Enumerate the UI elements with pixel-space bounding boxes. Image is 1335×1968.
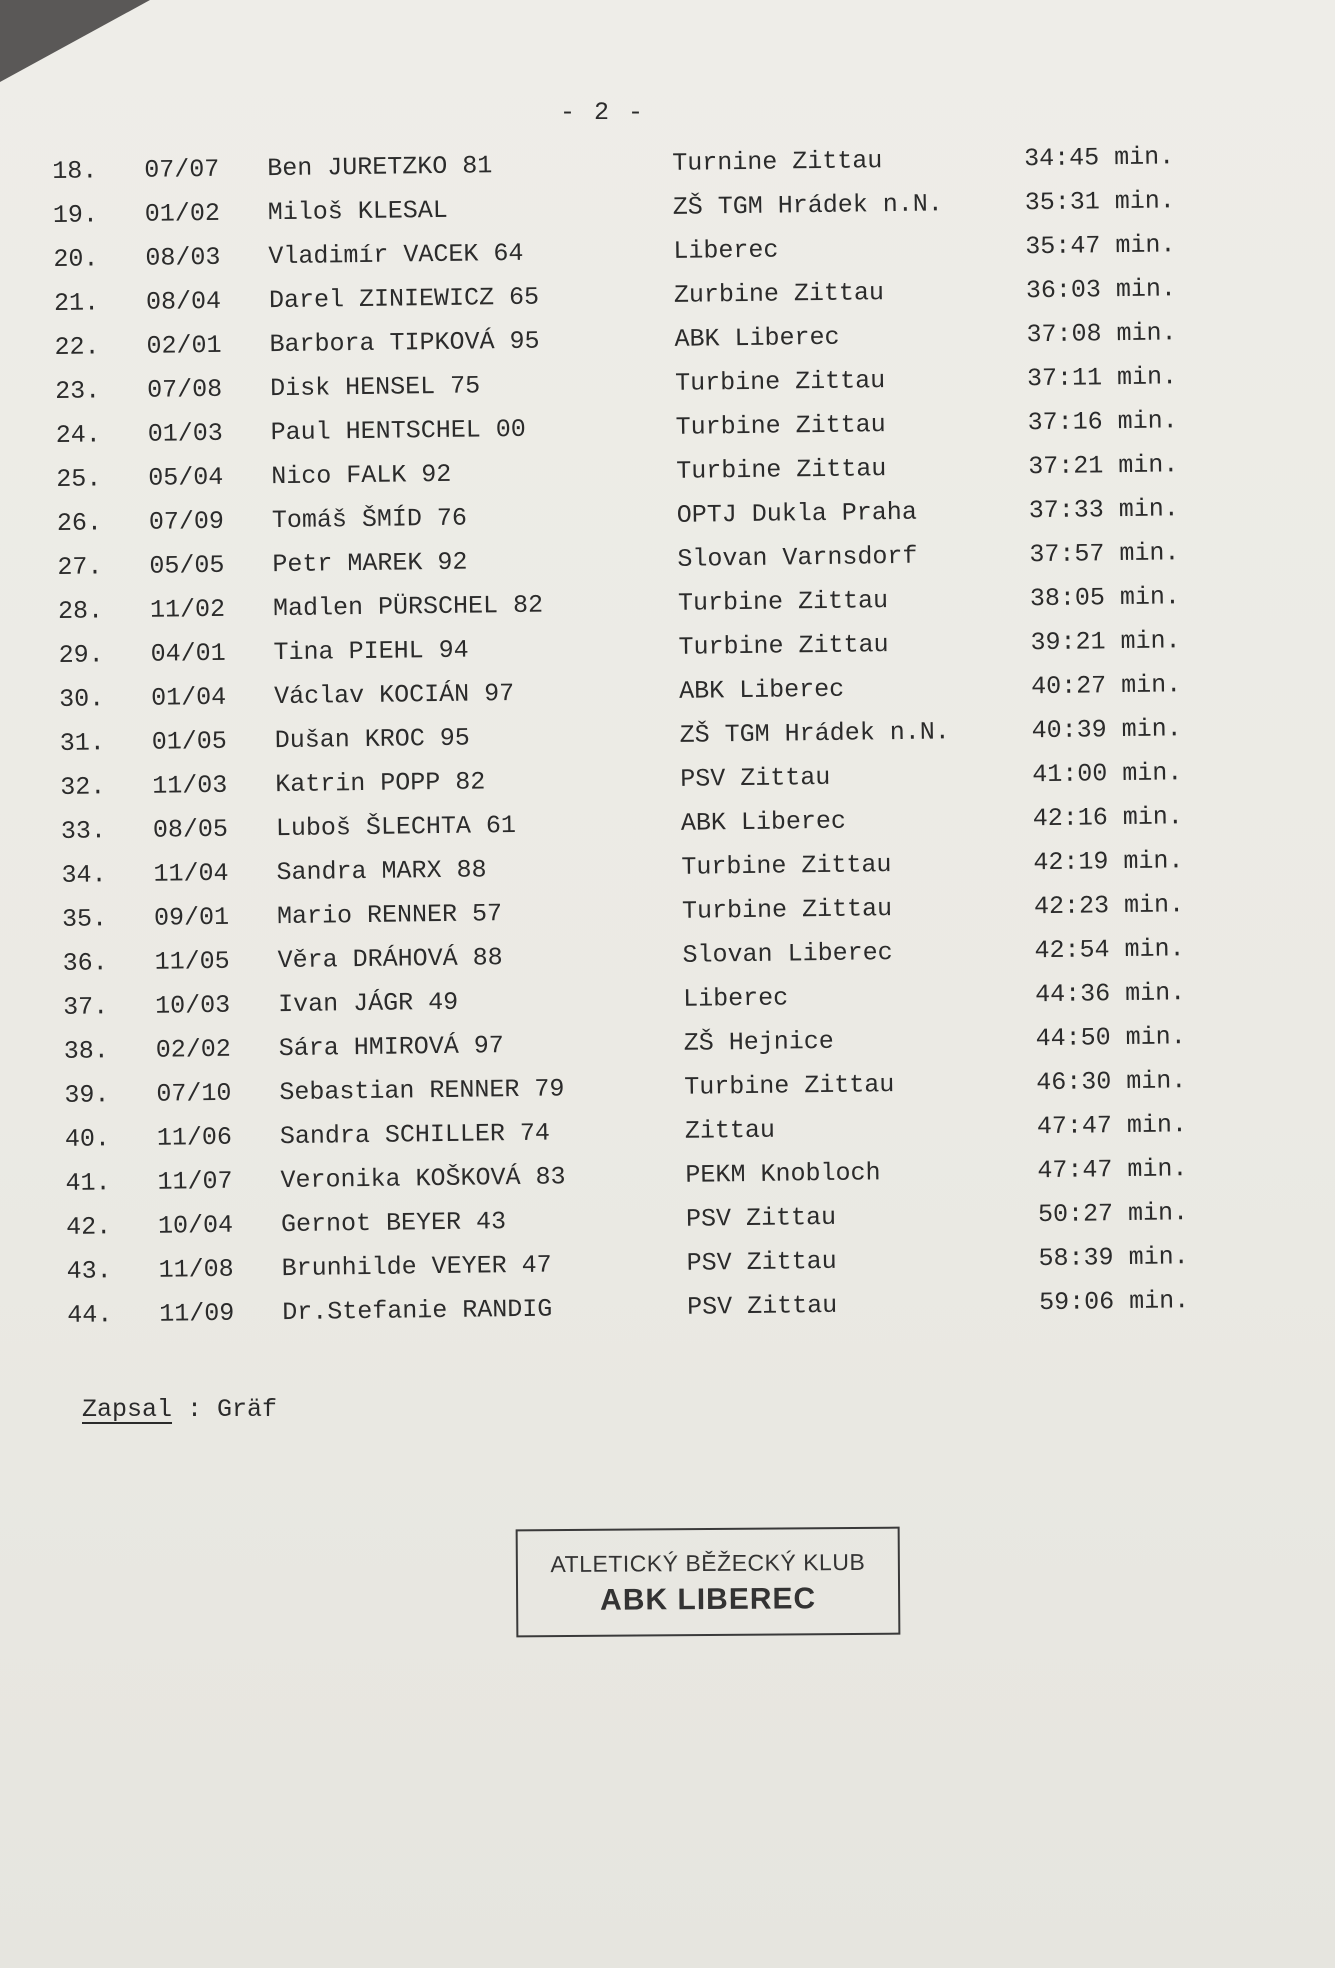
result-club: ABK Liberec [674, 322, 840, 354]
result-name: Ben JURETZKO 81 [267, 151, 493, 184]
recorder-name: Gräf [217, 1395, 278, 1424]
result-name: Věra DRÁHOVÁ 88 [277, 943, 503, 976]
result-name: Petr MAREK 92 [272, 547, 468, 580]
result-time: 37:33 min. [1028, 494, 1180, 526]
result-rank: 26. [56, 508, 103, 538]
result-time: 36:03 min. [1025, 274, 1177, 306]
result-bib: 01/02 [144, 198, 221, 229]
result-name: Sandra SCHILLER 74 [279, 1118, 551, 1152]
result-club: Slovan Liberec [682, 938, 893, 970]
result-club: Turbine Zittau [681, 850, 892, 882]
result-rank: 28. [57, 596, 104, 626]
result-bib: 09/01 [153, 902, 230, 933]
result-club: PSV Zittau [686, 1246, 837, 1278]
result-club: PSV Zittau [685, 1202, 837, 1234]
result-time: 42:23 min. [1033, 890, 1185, 922]
result-name: Darel ZINIEWICZ 65 [268, 282, 540, 316]
result-time: 40:39 min. [1031, 714, 1182, 746]
result-time: 37:08 min. [1026, 318, 1177, 350]
result-bib: 08/03 [145, 242, 221, 273]
result-name: Veronika KOŠKOVÁ 83 [280, 1162, 566, 1196]
result-name: Brunhilde VEYER 47 [281, 1250, 552, 1284]
results-list [52, 135, 1247, 1338]
result-name: Dušan KROC 95 [274, 723, 470, 756]
result-club: ZŠ TGM Hrádek n.N. [679, 717, 950, 750]
result-rank: 33. [60, 816, 107, 846]
result-name: Nico FALK 92 [271, 459, 452, 492]
result-bib: 11/02 [149, 594, 226, 625]
result-bib: 04/01 [150, 638, 226, 669]
result-rank: 31. [59, 728, 105, 758]
result-club: Slovan Varnsdorf [677, 541, 918, 574]
result-rank: 25. [56, 464, 102, 494]
result-name: Tomáš ŠMÍD 76 [271, 503, 468, 536]
result-rank: 21. [53, 288, 100, 318]
result-club: PSV Zittau [687, 1290, 838, 1322]
result-bib: 10/03 [155, 990, 231, 1021]
result-name: Paul HENTSCHEL 00 [270, 414, 526, 448]
result-time: 44:50 min. [1035, 1022, 1186, 1054]
result-bib: 11/03 [152, 770, 228, 801]
result-bib: 02/02 [155, 1034, 231, 1065]
result-bib: 07/07 [144, 154, 220, 185]
result-rank: 20. [53, 244, 99, 274]
result-bib: 05/04 [148, 462, 224, 493]
result-time: 47:47 min. [1037, 1154, 1188, 1186]
page-corner-shadow [0, 0, 150, 82]
result-time: 39:21 min. [1030, 626, 1181, 658]
result-rank: 34. [61, 860, 107, 890]
result-time: 41:00 min. [1032, 758, 1183, 790]
result-time: 37:11 min. [1026, 362, 1178, 394]
result-name: Sebastian RENNER 79 [279, 1074, 565, 1108]
result-club: Zurbine Zittau [673, 278, 885, 310]
result-club: ZŠ TGM Hrádek n.N. [672, 189, 944, 222]
result-name: Tina PIEHL 94 [273, 635, 469, 668]
result-time: 37:21 min. [1028, 450, 1179, 482]
result-time: 42:16 min. [1032, 802, 1184, 834]
result-time: 37:57 min. [1029, 538, 1180, 570]
result-name: Gernot BEYER 43 [280, 1207, 507, 1240]
result-club: Turbine Zittau [678, 630, 889, 662]
result-bib: 11/09 [159, 1298, 235, 1329]
result-name: Vladimír VACEK 64 [268, 238, 524, 272]
result-rank: 40. [64, 1124, 111, 1154]
result-rank: 23. [54, 376, 101, 406]
result-club: Turbine Zittau [675, 410, 886, 442]
recorder-note [82, 1395, 277, 1424]
result-name: Dr.Stefanie RANDIG [282, 1294, 553, 1328]
result-rank: 30. [59, 684, 105, 714]
stamp-club-type: ATLETICKÝ BĚŽECKÝ KLUB [550, 1548, 866, 1578]
club-stamp [516, 1527, 901, 1638]
result-bib: 01/04 [150, 682, 227, 713]
result-name: Barbora TIPKOVÁ 95 [269, 326, 540, 360]
result-rank: 32. [60, 772, 106, 802]
result-name: Václav KOCIÁN 97 [273, 678, 515, 712]
result-club: Turbine Zittau [676, 454, 887, 486]
result-name: Katrin POPP 82 [275, 767, 486, 800]
result-time: 37:16 min. [1027, 406, 1178, 438]
result-club: OPTJ Dukla Praha [676, 497, 918, 530]
result-bib: 11/08 [158, 1254, 234, 1285]
stamp-club-name: ABK LIBEREC [599, 1582, 817, 1617]
result-name: Sandra MARX 88 [276, 855, 487, 888]
result-time: 34:45 min. [1024, 142, 1175, 174]
result-club: Turbine Zittau [681, 894, 893, 926]
result-club: Turbine Zittau [684, 1070, 895, 1102]
result-club: PEKM Knobloch [685, 1158, 881, 1190]
result-bib: 02/01 [146, 330, 222, 361]
result-club: ABK Liberec [678, 674, 845, 706]
result-club: Liberec [673, 235, 779, 266]
result-name: Ivan JÁGR 49 [278, 987, 459, 1020]
result-time: 42:19 min. [1033, 846, 1184, 878]
result-club: Turbine Zittau [677, 586, 889, 618]
result-club: Zittau [684, 1115, 776, 1146]
result-rank: 24. [55, 420, 101, 450]
result-club: ZŠ Hejnice [683, 1026, 834, 1058]
result-rank: 29. [58, 640, 104, 670]
result-club: Turnine Zittau [672, 146, 883, 178]
result-bib: 11/05 [154, 946, 230, 977]
result-time: 44:36 min. [1034, 978, 1186, 1010]
recorder-separator: : [172, 1395, 218, 1424]
recorder-label: Zapsal [82, 1395, 173, 1424]
result-bib: 07/08 [146, 374, 223, 405]
result-rank: 41. [65, 1168, 111, 1198]
result-rank: 22. [54, 332, 100, 362]
result-bib: 11/07 [157, 1166, 233, 1197]
result-name: Luboš ŠLECHTA 61 [275, 810, 517, 844]
result-rank: 37. [63, 992, 109, 1022]
result-time: 42:54 min. [1034, 934, 1185, 966]
result-time: 35:47 min. [1025, 230, 1176, 262]
result-rank: 36. [62, 948, 108, 978]
result-time: 58:39 min. [1038, 1242, 1189, 1274]
result-time: 40:27 min. [1030, 670, 1182, 702]
result-name: Mario RENNER 57 [276, 899, 503, 932]
result-name: Sára HMIROVÁ 97 [278, 1031, 504, 1064]
result-time: 35:31 min. [1024, 186, 1175, 218]
result-time: 38:05 min. [1029, 582, 1181, 614]
result-rank: 43. [66, 1256, 112, 1286]
result-bib: 08/05 [152, 814, 229, 845]
result-name: Disk HENSEL 75 [269, 371, 481, 404]
result-bib: 01/03 [147, 418, 223, 449]
result-rank: 27. [57, 552, 103, 582]
result-rank: 19. [52, 200, 99, 230]
result-bib: 07/10 [156, 1078, 232, 1109]
result-time: 47:47 min. [1036, 1110, 1188, 1142]
page-number: - 2 - [560, 98, 646, 127]
result-rank: 18. [52, 156, 98, 186]
result-rank: 38. [63, 1036, 110, 1066]
result-name: Madlen PÜRSCHEL 82 [272, 590, 544, 624]
result-club: PSV Zittau [680, 762, 831, 794]
result-rank: 44. [67, 1300, 113, 1330]
result-bib: 10/04 [157, 1210, 234, 1241]
result-bib: 08/04 [145, 286, 222, 317]
result-time: 59:06 min. [1038, 1286, 1190, 1318]
result-time: 50:27 min. [1037, 1198, 1189, 1230]
result-bib: 05/05 [149, 550, 225, 581]
result-club: Liberec [682, 983, 789, 1014]
result-rank: 39. [64, 1080, 110, 1110]
result-name: Miloš KLESAL [267, 195, 449, 228]
result-rank: 42. [65, 1212, 112, 1242]
result-club: Turbine Zittau [674, 366, 886, 398]
result-bib: 11/04 [153, 858, 229, 889]
result-bib: 11/06 [156, 1122, 233, 1153]
result-club: ABK Liberec [680, 806, 847, 838]
result-time: 46:30 min. [1036, 1066, 1187, 1098]
result-rank: 35. [61, 904, 108, 934]
result-bib: 07/09 [148, 506, 225, 537]
result-bib: 01/05 [151, 726, 227, 757]
